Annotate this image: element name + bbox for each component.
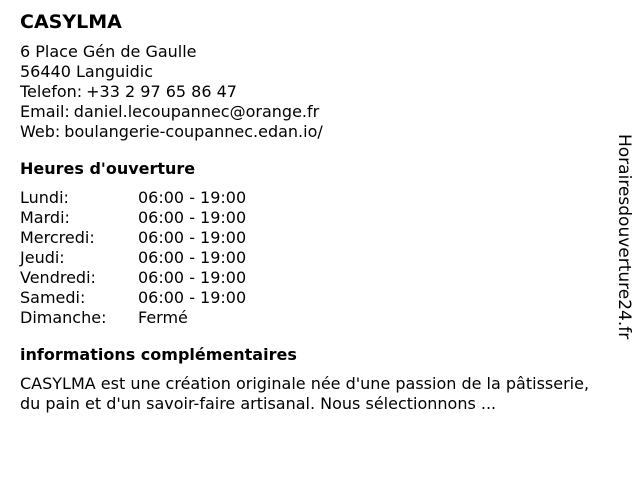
address-line-street: 6 Place Gén de Gaulle	[20, 42, 197, 61]
email-link[interactable]: daniel.lecoupannec@orange.fr	[73, 102, 320, 121]
hours-time: 06:00 - 19:00	[138, 248, 247, 267]
email-label: Email:	[20, 102, 70, 121]
business-description: CASYLMA est une création originale née d'une passion de la pâtisserie, du pain et d'un savoir-faire artisanal. Nous sélectionnons ...	[20, 374, 590, 413]
opening-hours-table	[20, 188, 246, 328]
hours-row	[20, 268, 246, 288]
hours-time: 06:00 - 19:00	[138, 188, 247, 207]
opening-hours-title: Heures d'ouverture	[20, 159, 196, 178]
address-line-city: 56440 Languidic	[20, 62, 153, 81]
phone-row	[20, 82, 600, 102]
hours-time: 06:00 - 19:00	[138, 228, 247, 247]
business-name: CASYLMA	[20, 11, 122, 33]
business-card	[20, 10, 600, 414]
hours-time: 06:00 - 19:00	[138, 288, 247, 307]
hours-day: Mercredi:	[20, 228, 95, 247]
hours-row	[20, 208, 246, 228]
phone-label: Telefon:	[20, 82, 83, 101]
website-link[interactable]: boulangerie-coupannec.edan.io/	[64, 122, 323, 141]
hours-row	[20, 188, 246, 208]
hours-day: Jeudi:	[20, 248, 65, 267]
hours-day: Vendredi:	[20, 268, 96, 287]
web-label: Web:	[20, 122, 61, 141]
hours-row	[20, 228, 246, 248]
hours-row	[20, 248, 246, 268]
phone-number[interactable]: +33 2 97 65 86 47	[86, 82, 237, 101]
hours-row	[20, 288, 246, 308]
hours-day: Lundi:	[20, 188, 69, 207]
hours-row	[20, 308, 246, 328]
additional-info-title: informations complémentaires	[20, 345, 297, 364]
hours-time: Fermé	[138, 308, 188, 327]
email-row	[20, 102, 600, 122]
hours-day: Mardi:	[20, 208, 70, 227]
hours-day: Dimanche:	[20, 308, 107, 327]
site-watermark[interactable]: Horairesdouverture24.fr	[614, 134, 634, 340]
hours-day: Samedi:	[20, 288, 86, 307]
hours-time: 06:00 - 19:00	[138, 268, 247, 287]
web-row	[20, 122, 600, 142]
hours-time: 06:00 - 19:00	[138, 208, 247, 227]
